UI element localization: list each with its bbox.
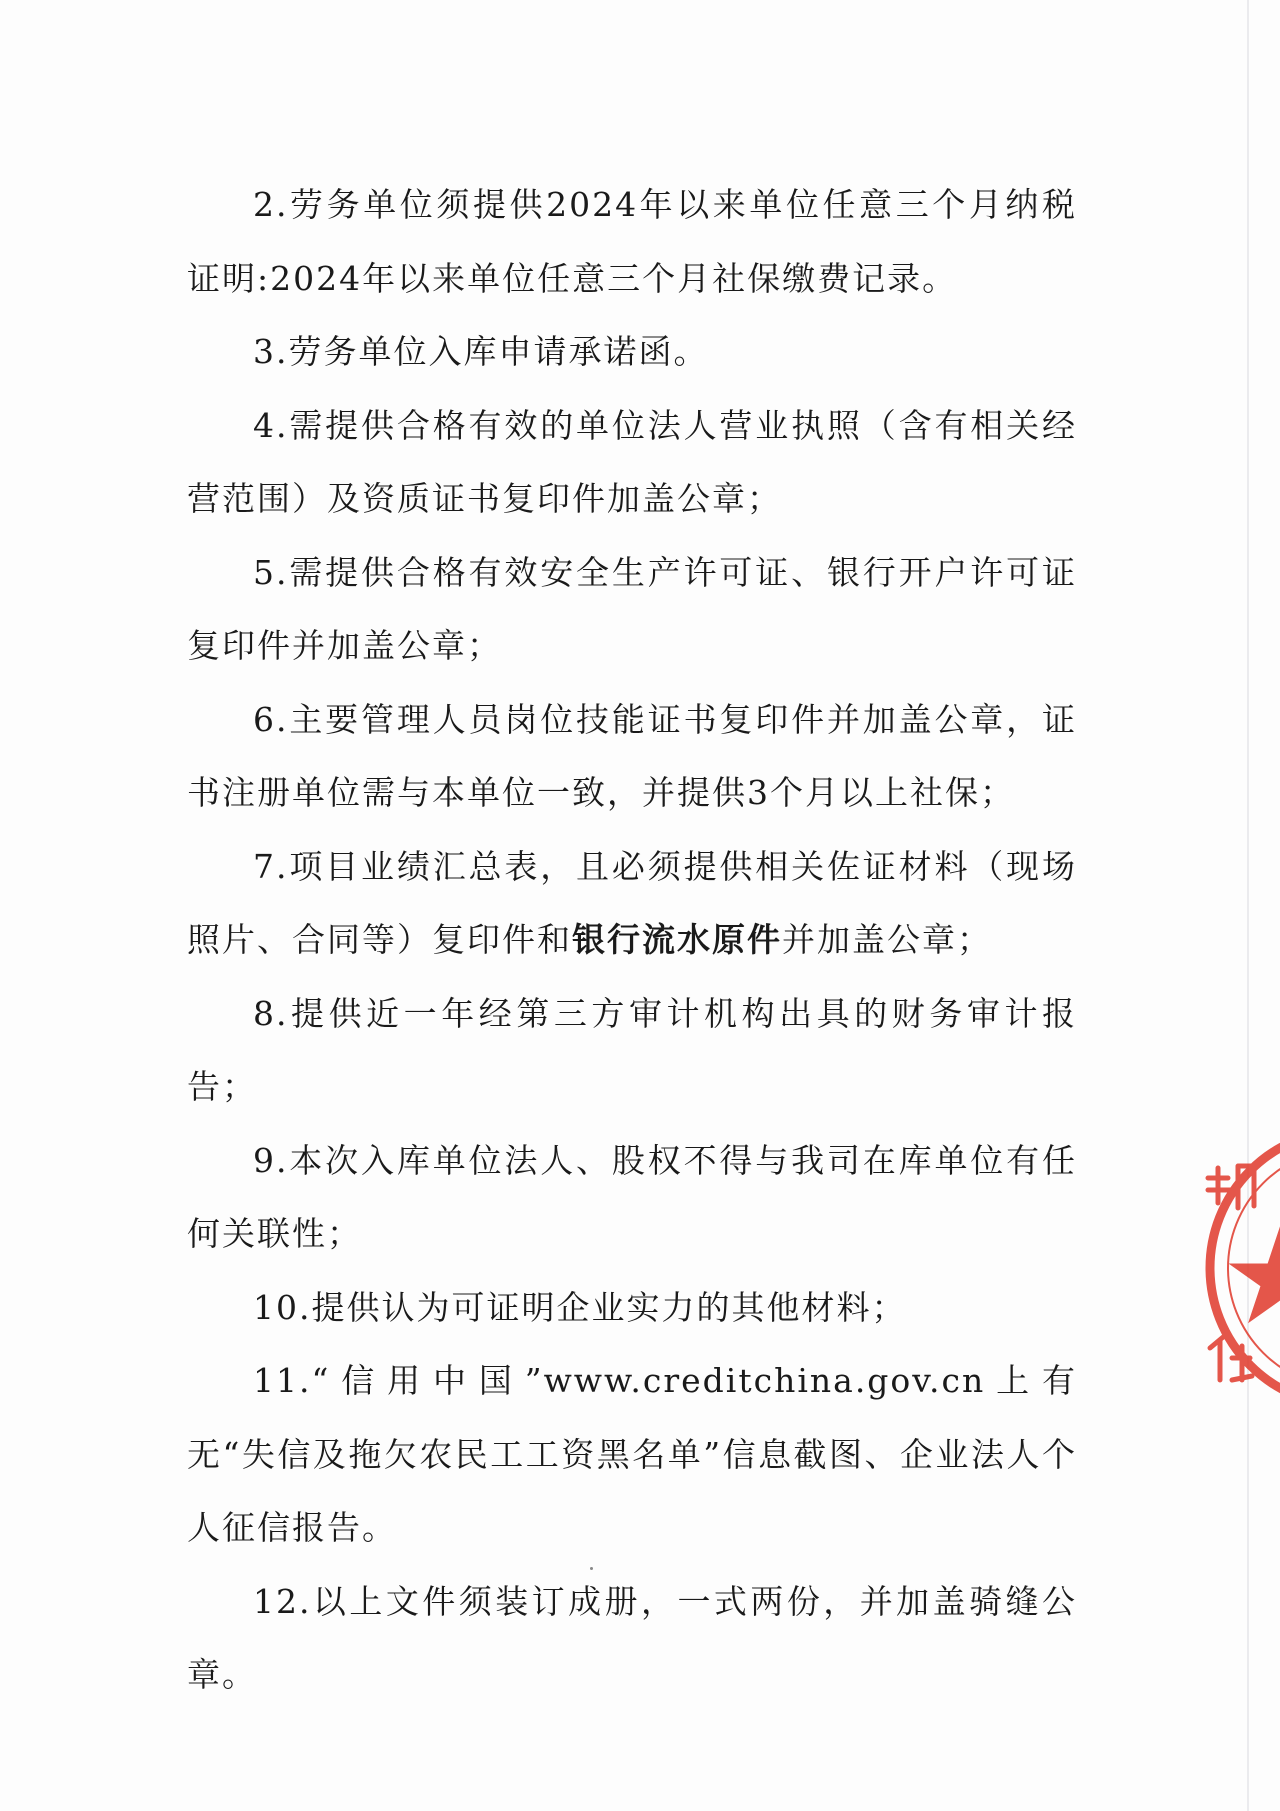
partial-seal-stamp xyxy=(1198,1118,1280,1408)
paragraph-item-4: 4.需提供合格有效的单位法人营业执照（含有相关经营范围）及资质证书复印件加盖公章； xyxy=(187,405,1077,518)
paragraph-item-10: 10.提供认为可证明企业实力的其他材料； xyxy=(253,1287,907,1327)
paragraph-item-3: 3.劳务单位入库申请承诺函。 xyxy=(253,332,709,371)
paragraph-item-2: 2.劳务单位须提供2024年以来单位任意三个月纳税证明:2024年以来单位任意三个月社保缴费记录。 xyxy=(187,185,1077,298)
emphasis-bank-statement: 银行流水原件 xyxy=(572,920,782,959)
paragraph-item-5: 5.需提供合格有效安全生产许可证、银行开户许可证复印件并加盖公章； xyxy=(187,552,1077,665)
paragraph-item-12: 12.以上文件须装订成册，一式两份，并加盖骑缝公章。 xyxy=(187,1581,1077,1694)
paragraph-item-6: 6.主要管理人员岗位技能证书复印件并加盖公章，证书注册单位需与本单位一致，并提供3个月以上社保； xyxy=(187,699,1077,812)
document-body xyxy=(187,168,1077,1712)
paragraph-item-7-after: 并加盖公章； xyxy=(782,920,992,959)
paragraph-item-7 xyxy=(187,830,1077,977)
scan-speck xyxy=(590,1567,593,1570)
paragraph-item-11: 11.“信用中国”www.creditchina.gov.cn上有无“失信及拖欠农民工工资黑名单”信息截图、企业法人个人征信报告。 xyxy=(187,1361,1077,1547)
paragraph-item-8: 8.提供近一年经第三方审计机构出具的财务审计报告； xyxy=(187,993,1077,1106)
scan-edge xyxy=(1247,0,1249,1811)
paragraph-item-9: 9.本次入库单位法人、股权不得与我司在库单位有任何关联性； xyxy=(187,1140,1077,1253)
paragraph-item-7-before: 7.项目业绩汇总表，且必须提供相关佐证材料（现场照片、合同等）复印件和 xyxy=(187,846,1077,959)
